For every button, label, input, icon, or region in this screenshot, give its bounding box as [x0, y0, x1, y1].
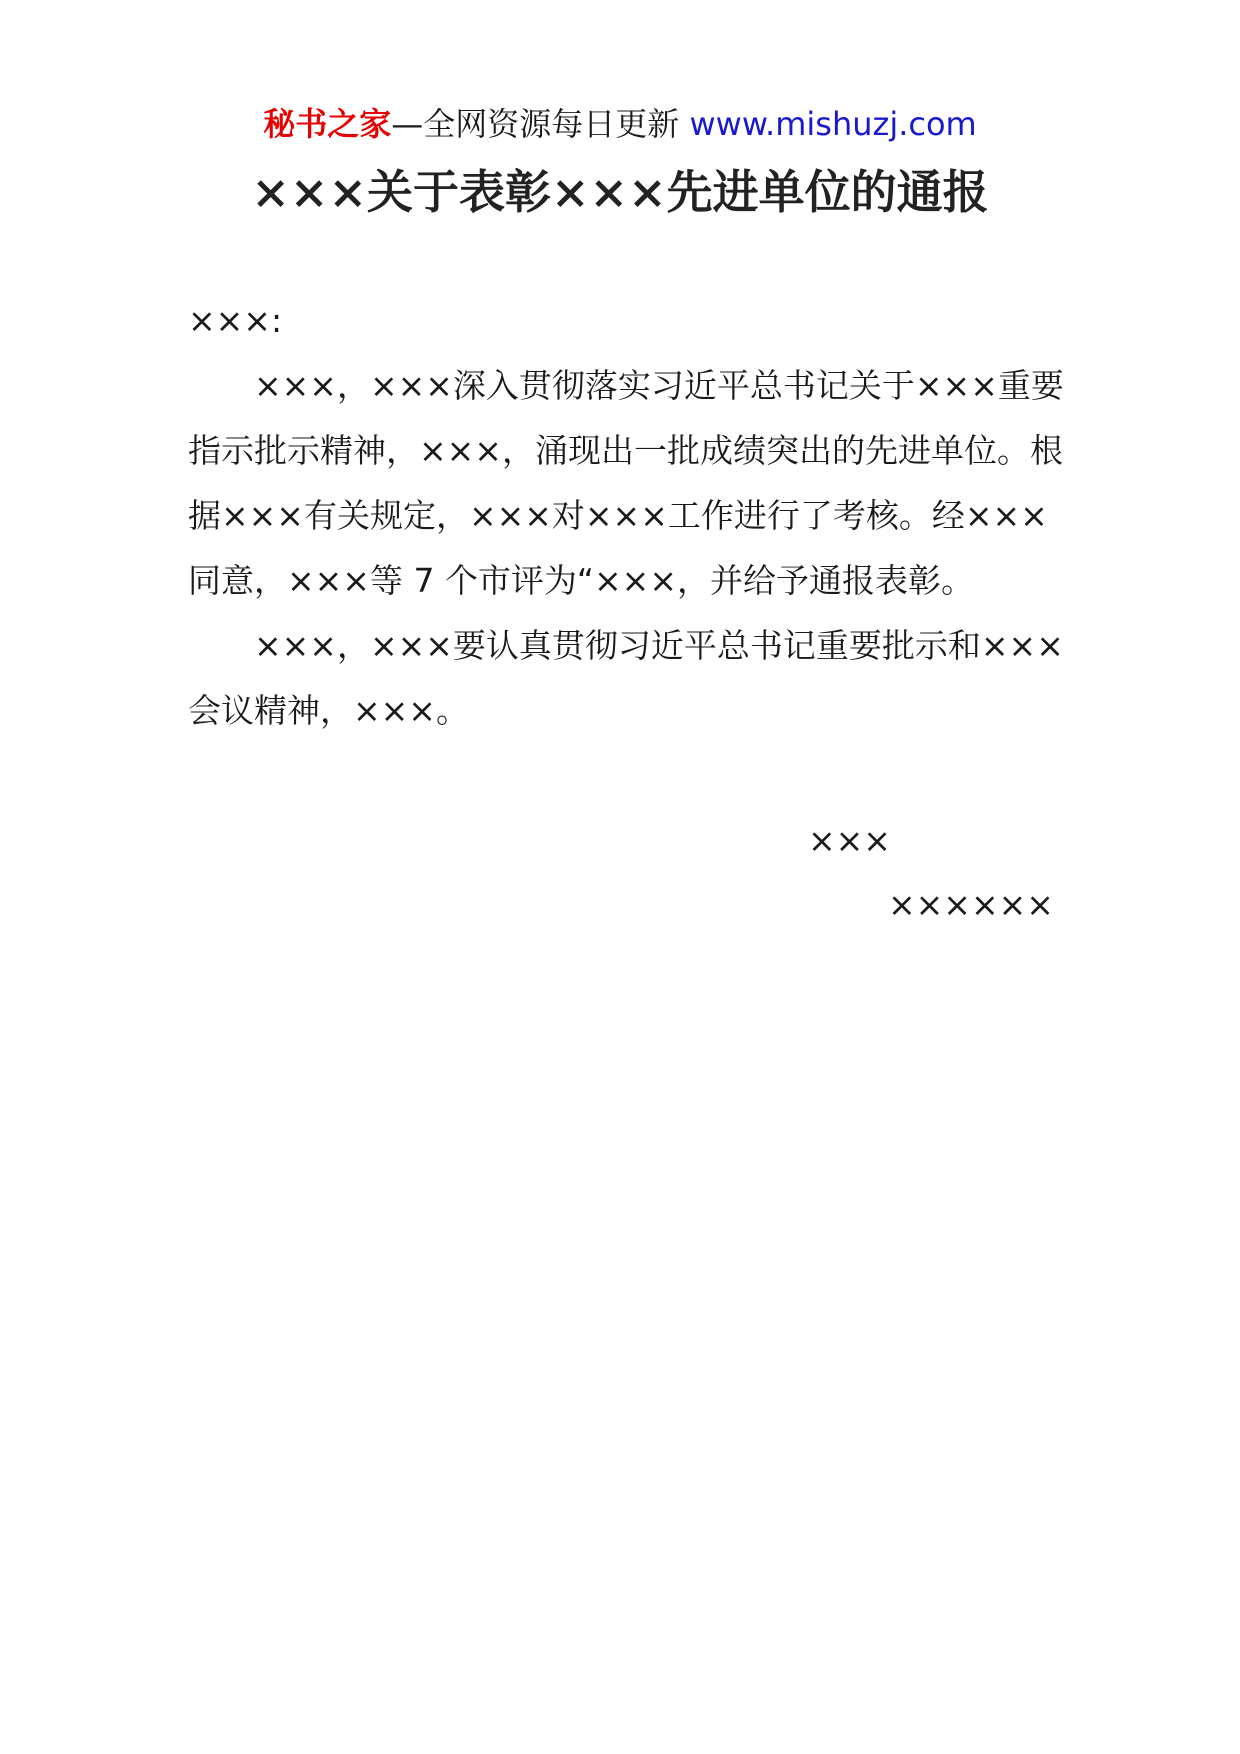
- signature-date: ××××××: [888, 885, 1054, 924]
- watermark-brand: 秘书之家: [263, 105, 392, 143]
- watermark-banner: [0, 100, 1240, 148]
- body-paragraph-2: ×××，×××要认真贯彻习近平总书记重要批示和×××会议精神，×××。: [188, 626, 1064, 730]
- signature-organization: ×××: [808, 821, 891, 860]
- document-body: [188, 288, 1064, 743]
- watermark-tagline: —全网资源每日更新: [391, 105, 680, 143]
- document-title: ×××关于表彰×××先进单位的通报: [251, 165, 989, 219]
- watermark-url[interactable]: www.mishuzj.com: [689, 105, 977, 143]
- salutation: ×××:: [188, 301, 283, 340]
- body-paragraph-1: ×××，×××深入贯彻落实习近平总书记关于×××重要指示批示精神，×××，涌现出一批成绩突出的先进单位。根据×××有关规定，×××对×××工作进行了考核。经×××同意，×××等 7 个市评为“×××，并给予通报表彰。: [188, 366, 1064, 600]
